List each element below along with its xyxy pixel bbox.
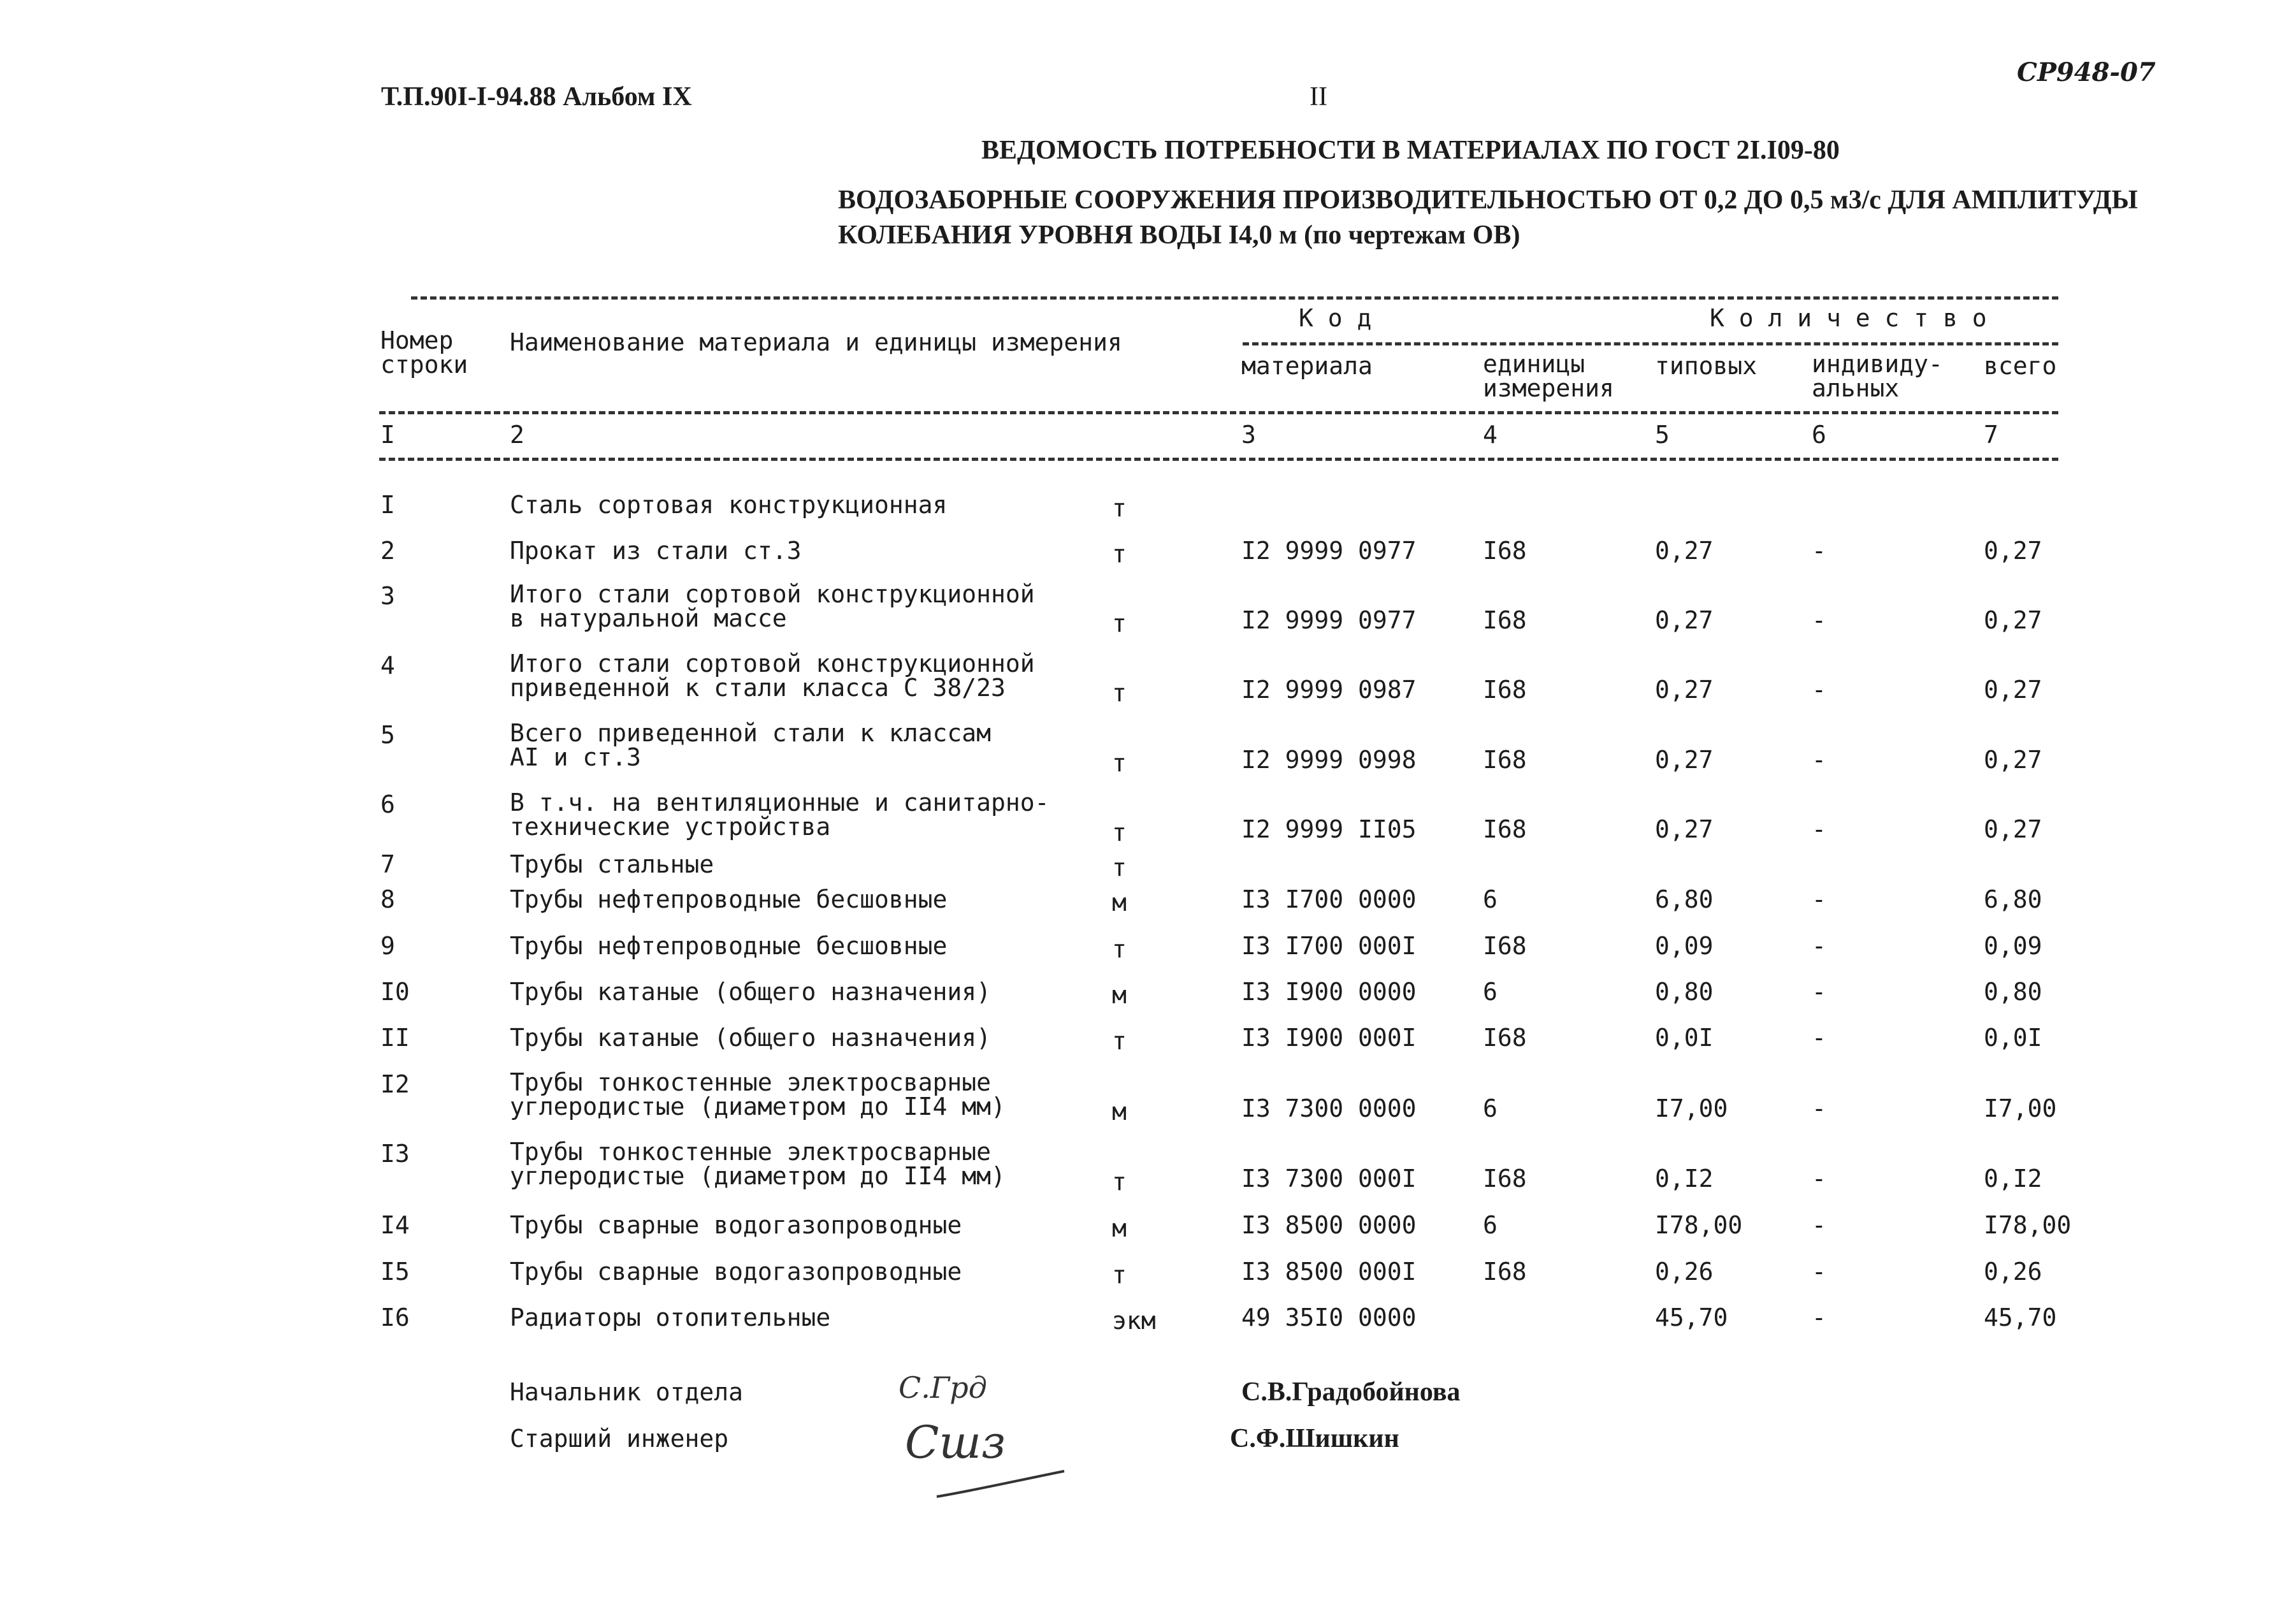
row-7-name: Трубы стальные [510,850,714,878]
row-4-name [510,651,1035,700]
row-10-individual: - [1812,978,1826,1006]
row-13-total: 0,I2 [1984,1165,2042,1193]
row-13-name-line1: Трубы тонкостенные электросварные [510,1138,991,1166]
col-header-code-unit-1: единицы [1483,350,1585,378]
row-13-name [510,1140,1006,1188]
row-2-individual: - [1812,537,1826,565]
signature-engineer-title: Старший инженер [510,1425,729,1453]
row-10-unit: м [1112,981,1127,1009]
row-15-unit: т [1112,1261,1127,1289]
row-16-unit: экм [1112,1307,1156,1335]
row-3-number: 3 [380,582,395,610]
col-header-code-unit [1483,352,1614,400]
row-11-code: I3 I900 000I [1241,1024,1417,1052]
page-number: II [1310,82,1327,112]
page-subtitle-line1: ВОДОЗАБОРНЫЕ СООРУЖЕНИЯ ПРОИЗВОДИТЕЛЬНОСТЬЮ ОТ 0,2 ДО 0,5 м3/с ДЛЯ АМПЛИТУДЫ [838,185,2138,215]
row-9-number: 9 [380,932,395,960]
col-header-code-group: К о д [1299,304,1372,332]
col-number-1: I [380,421,395,449]
row-13-typical: 0,I2 [1655,1165,1714,1193]
row-9-unit: т [1112,935,1127,963]
row-6-name-line1: В т.ч. на вентиляционные и санитарно- [510,788,1050,817]
row-12-name [510,1070,1006,1119]
row-14-unit: м [1112,1214,1127,1242]
col-header-row-no [380,328,482,377]
row-14-number: I4 [380,1211,410,1239]
row-13-name-line2: углеродистые (диаметром до II4 мм) [510,1162,1006,1190]
row-12-individual: - [1812,1094,1826,1122]
row-6-code: I2 9999 II05 [1241,815,1417,843]
row-4-unit-code: I68 [1483,676,1527,704]
row-13-number: I3 [380,1140,410,1168]
signature-head-name: С.В.Градобойнова [1241,1377,1461,1407]
row-5-unit-code: I68 [1483,746,1527,774]
row-3-code: I2 9999 0977 [1241,606,1417,634]
row-15-typical: 0,26 [1655,1258,1714,1286]
row-2-code: I2 9999 0977 [1241,537,1417,565]
row-6-unit-code: I68 [1483,815,1527,843]
row-5-unit: т [1112,749,1127,777]
row-8-typical: 6,80 [1655,885,1714,913]
row-6-name [510,790,1049,839]
row-12-name-line2: углеродистые (диаметром до II4 мм) [510,1093,1006,1121]
row-9-individual: - [1812,932,1826,960]
row-15-unit-code: I68 [1483,1258,1527,1286]
col-number-6: 6 [1812,421,1826,449]
row-9-total: 0,09 [1984,932,2042,960]
row-3-unit-code: I68 [1483,606,1527,634]
row-3-typical: 0,27 [1655,606,1714,634]
row-5-code: I2 9999 0998 [1241,746,1417,774]
row-3-name [510,582,1035,630]
row-10-number: I0 [380,978,410,1006]
col-number-5: 5 [1655,421,1670,449]
col-header-row-no-text: Номер строки [380,326,468,379]
row-14-total: I78,00 [1984,1211,2072,1239]
row-2-unit-code: I68 [1483,537,1527,565]
row-12-number: I2 [380,1070,410,1098]
row-2-name: Прокат из стали ст.3 [510,537,802,565]
row-1-unit: т [1112,494,1127,522]
signature-head-sign: С.Грд [899,1370,987,1405]
col-header-code-material: материала [1241,352,1373,380]
row-5-number: 5 [380,721,395,749]
col-header-name: Наименование материала и единицы измерения [510,328,1122,356]
row-2-unit: т [1112,540,1127,568]
row-4-name-line2: приведенной к стали класса С 38/23 [510,674,1006,702]
row-11-unit: т [1112,1027,1127,1055]
row-15-number: I5 [380,1258,410,1286]
col-number-3: 3 [1241,421,1256,449]
col-header-qty-individual-1: индивиду- [1812,350,1943,378]
row-10-name: Трубы катаные (общего назначения) [510,978,991,1006]
row-6-individual: - [1812,815,1826,843]
table-header-rule [379,411,2058,414]
table-numbers-rule [379,458,2058,461]
col-header-qty-typical: типовых [1655,352,1758,380]
row-12-unit-code: 6 [1483,1094,1498,1122]
col-number-7: 7 [1984,421,1998,449]
row-2-typical: 0,27 [1655,537,1714,565]
row-16-name: Радиаторы отопительные [510,1303,831,1332]
col-header-qty-individual [1812,352,1943,400]
page-subtitle-line2: КОЛЕБАНИЯ УРОВНЯ ВОДЫ I4,0 м (по чертежам ОВ) [838,221,1520,250]
archive-stamp: СР948-07 [2017,57,2156,87]
row-10-code: I3 I900 0000 [1241,978,1417,1006]
row-4-typical: 0,27 [1655,676,1714,704]
row-16-code: 49 35I0 0000 [1241,1303,1417,1332]
row-16-number: I6 [380,1303,410,1332]
col-header-code-unit-2: измерения [1483,374,1614,402]
row-4-individual: - [1812,676,1826,704]
row-9-name: Трубы нефтепроводные бесшовные [510,932,948,960]
row-15-total: 0,26 [1984,1258,2042,1286]
table-top-rule [411,296,2058,300]
row-11-unit-code: I68 [1483,1024,1527,1052]
row-4-number: 4 [380,651,395,679]
row-5-name-line2: AI и ст.3 [510,743,641,771]
row-6-number: 6 [380,790,395,818]
row-11-number: II [380,1024,410,1052]
row-9-unit-code: I68 [1483,932,1527,960]
row-13-code: I3 7300 000I [1241,1165,1417,1193]
row-5-name-line1: Всего приведенной стали к классам [510,719,991,747]
row-16-total: 45,70 [1984,1303,2057,1332]
row-8-unit: м [1112,889,1127,917]
row-7-unit: т [1112,853,1127,882]
row-13-unit: т [1112,1168,1127,1196]
col-number-4: 4 [1483,421,1498,449]
row-2-number: 2 [380,537,395,565]
row-12-code: I3 7300 0000 [1241,1094,1417,1122]
doc-reference: Т.П.90I-I-94.88 Альбом IX [381,82,692,112]
row-12-typical: I7,00 [1655,1094,1728,1122]
col-header-qty-individual-2: альных [1812,374,1900,402]
row-15-code: I3 8500 000I [1241,1258,1417,1286]
row-9-typical: 0,09 [1655,932,1714,960]
signature-engineer-handwriting [905,1416,1006,1469]
table-group-rule [1243,342,2058,345]
row-11-name: Трубы катаные (общего назначения) [510,1024,991,1052]
row-11-typical: 0,0I [1655,1024,1714,1052]
row-4-unit: т [1112,679,1127,707]
row-6-total: 0,27 [1984,815,2042,843]
row-11-individual: - [1812,1024,1826,1052]
row-4-total: 0,27 [1984,676,2042,704]
row-8-individual: - [1812,885,1826,913]
row-5-typical: 0,27 [1655,746,1714,774]
row-15-individual: - [1812,1258,1826,1286]
col-header-qty-total: всего [1984,352,2057,380]
row-13-individual: - [1812,1165,1826,1193]
row-8-unit-code: 6 [1483,885,1498,913]
row-6-typical: 0,27 [1655,815,1714,843]
row-1-name: Сталь сортовая конструкционная [510,491,948,519]
row-16-typical: 45,70 [1655,1303,1728,1332]
signature-head-title: Начальник отдела [510,1378,744,1406]
row-12-name-line1: Трубы тонкостенные электросварные [510,1068,991,1096]
row-12-total: I7,00 [1984,1094,2057,1122]
row-12-unit: м [1112,1098,1127,1126]
row-8-total: 6,80 [1984,885,2042,913]
row-2-total: 0,27 [1984,537,2042,565]
col-header-qty-group: К о л и ч е с т в о [1710,304,1987,332]
row-4-name-line1: Итого стали сортовой конструкционной [510,650,1035,678]
row-3-name-line2: в натуральной массе [510,604,787,632]
row-16-individual: - [1812,1303,1826,1332]
signature-head-handwriting [899,1370,987,1405]
row-8-name: Трубы нефтепроводные бесшовные [510,885,948,913]
row-3-unit: т [1112,609,1127,637]
row-14-unit-code: 6 [1483,1211,1498,1239]
signature-engineer-name: С.Ф.Шишкин [1230,1424,1399,1453]
row-13-unit-code: I68 [1483,1165,1527,1193]
row-4-code: I2 9999 0987 [1241,676,1417,704]
row-15-name: Трубы сварные водогазопроводные [510,1258,962,1286]
row-14-typical: I78,00 [1655,1211,1743,1239]
row-14-individual: - [1812,1211,1826,1239]
row-10-total: 0,80 [1984,978,2042,1006]
row-14-name: Трубы сварные водогазопроводные [510,1211,962,1239]
signature-underline-swash [930,1466,1077,1504]
row-5-individual: - [1812,746,1826,774]
row-9-code: I3 I700 000I [1241,932,1417,960]
signature-engineer-sign: Сшз [905,1416,1006,1469]
row-5-name [510,721,991,769]
row-5-total: 0,27 [1984,746,2042,774]
page-title: ВЕДОМОСТЬ ПОТРЕБНОСТИ В МАТЕРИАЛАХ ПО ГОСТ 2I.I09-80 [981,136,1840,165]
row-3-name-line1: Итого стали сортовой конструкционной [510,580,1035,608]
row-6-name-line2: технические устройства [510,813,831,841]
col-number-2: 2 [510,421,524,449]
row-7-number: 7 [380,850,395,878]
row-1-number: I [380,491,395,519]
row-11-total: 0,0I [1984,1024,2042,1052]
row-14-code: I3 8500 0000 [1241,1211,1417,1239]
row-10-unit-code: 6 [1483,978,1498,1006]
row-6-unit: т [1112,818,1127,846]
row-10-typical: 0,80 [1655,978,1714,1006]
row-3-individual: - [1812,606,1826,634]
row-8-number: 8 [380,885,395,913]
row-8-code: I3 I700 0000 [1241,885,1417,913]
row-3-total: 0,27 [1984,606,2042,634]
